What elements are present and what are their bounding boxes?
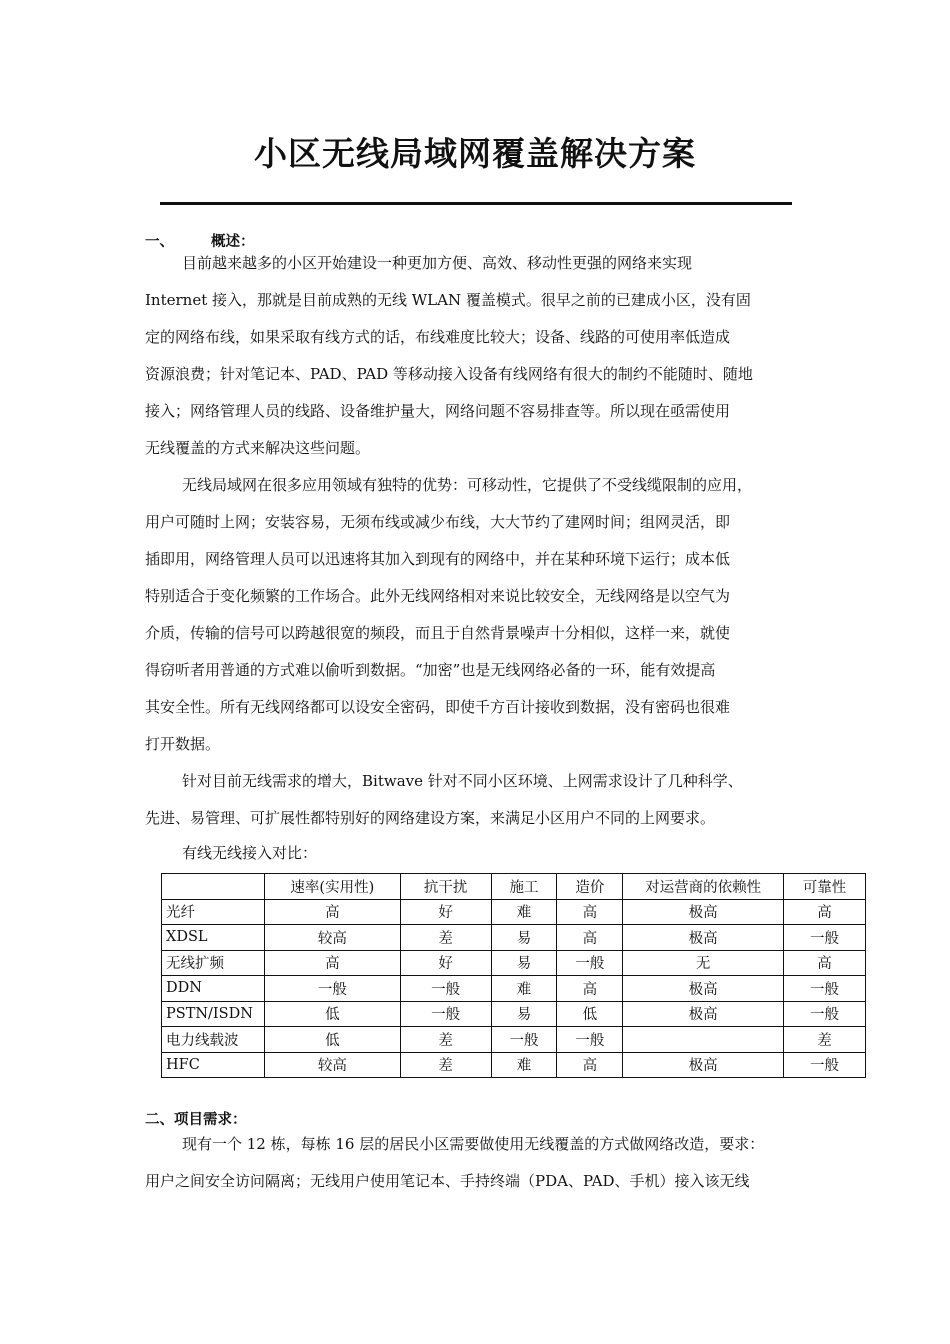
table-cell: 好 [400,950,491,976]
table-header-cell: 速率(实用性) [264,874,400,900]
table-cell: 极高 [623,976,784,1002]
table-row [162,950,866,976]
comparison-table [161,873,866,1078]
table-cell: 较高 [264,1052,400,1078]
table-cell: 极高 [623,899,784,925]
table-cell: 高 [264,899,400,925]
table-cell: 高 [264,950,400,976]
section-1-number: 一、 [145,234,174,250]
table-cell: 电力线载波 [162,1027,265,1053]
table-cell: 差 [400,1027,491,1053]
table-cell: 差 [400,1052,491,1078]
table-cell: 低 [264,1001,400,1027]
table-cell: 高 [557,925,623,951]
table-cell: 一般 [784,925,866,951]
paragraph-line: 无线覆盖的方式来解决这些问题。 [145,439,371,457]
table-header-cell: 对运营商的依赖性 [623,874,784,900]
document-title: 小区无线局域网覆盖解决方案 [254,134,696,173]
table-row [162,925,866,951]
table-cell: 无 [623,950,784,976]
table-cell: 好 [400,899,491,925]
table-cell: 一般 [557,1027,623,1053]
table-cell: 低 [264,1027,400,1053]
paragraph-line: 得窃听者用普通的方式难以偷听到数据。“加密”也是无线网络必备的一环，能有效提高 [145,661,716,679]
table-caption: 有线无线接入对比： [182,844,318,862]
paragraph-line: 先进、易管理、可扩展性都特别好的网络建设方案，来满足小区用户不同的上网要求。 [145,809,716,827]
paragraph-line: 打开数据。 [145,735,221,753]
table-cell: 一般 [491,1027,557,1053]
table-header-cell: 施工 [491,874,557,900]
section-1-heading [145,230,255,251]
table-cell: 高 [557,899,623,925]
title-underline [160,202,792,205]
table-cell: 难 [491,899,557,925]
table-header-cell [162,874,265,900]
table-header-cell: 抗干扰 [400,874,491,900]
table-cell: 高 [557,976,623,1002]
table-row [162,1001,866,1027]
paragraph-line: 用户可随时上网；安装容易，无须布线或减少布线，大大节约了建网时间；组网灵活，即 [145,513,731,531]
section-2-heading: 二、项目需求： [145,1112,247,1128]
table-cell: 高 [784,899,866,925]
table-header-cell: 可靠性 [784,874,866,900]
paragraph-line: 无线局域网在很多应用领域有独特的优势：可移动性，它提供了不受线缆限制的应用， [182,476,753,494]
paragraph-line: 资源浪费；针对笔记本、PAD、PAD 等移动接入设备有线网络有很大的制约不能随时、随地 [145,365,753,383]
paragraph-line: 接入；网络管理人员的线路、设备维护量大，网络问题不容易排查等。所以现在亟需使用 [145,402,731,420]
table-cell [623,1027,784,1053]
table-cell: 一般 [784,1052,866,1078]
table-header-cell: 造价 [557,874,623,900]
table-cell: 易 [491,1001,557,1027]
table-row [162,976,866,1002]
paragraph-line: 介质，传输的信号可以跨越很宽的频段，而且于自然背景噪声十分相似，这样一来，就使 [145,624,731,642]
table-cell: 一般 [784,976,866,1002]
table-cell: 难 [491,976,557,1002]
table-row [162,1052,866,1078]
table-cell: PSTN/ISDN [162,1001,265,1027]
table-cell: 极高 [623,925,784,951]
table-cell: 一般 [784,1001,866,1027]
table-cell: 易 [491,950,557,976]
table-cell: 较高 [264,925,400,951]
table-cell: 一般 [557,950,623,976]
section-1-title: 概述： [211,234,255,250]
paragraph-line: Internet 接入，那就是目前成熟的无线 WLAN 覆盖模式。很早之前的已建成小区，没有固 [145,291,751,309]
table-cell: 一般 [264,976,400,1002]
table-row [162,899,866,925]
table-cell: 低 [557,1001,623,1027]
paragraph-line: 现有一个 12 栋，每栋 16 层的居民小区需要做使用无线覆盖的方式做网络改造，要求： [182,1135,765,1153]
table-cell: 极高 [623,1052,784,1078]
paragraph-line: 插即用，网络管理人员可以迅速将其加入到现有的网络中，并在某种环境下运行；成本低 [145,550,731,568]
paragraph-line: 其安全性。所有无线网络都可以设安全密码，即使千方百计接收到数据，没有密码也很难 [145,698,731,716]
table-cell: 难 [491,1052,557,1078]
paragraph-line: 目前越来越多的小区开始建设一种更加方便、高效、移动性更强的网络来实现 [182,254,693,272]
table-cell: HFC [162,1052,265,1078]
table-cell: 光纤 [162,899,265,925]
table-cell: DDN [162,976,265,1002]
table-cell: 差 [400,925,491,951]
table-cell: 一般 [400,976,491,1002]
table-cell: XDSL [162,925,265,951]
table-cell: 一般 [400,1001,491,1027]
table-cell: 易 [491,925,557,951]
paragraph-line: 特别适合于变化频繁的工作场合。此外无线网络相对来说比较安全，无线网络是以空气为 [145,587,731,605]
paragraph-line: 针对目前无线需求的增大，Bitwave 针对不同小区环境、上网需求设计了几种科学、 [182,772,743,790]
paragraph-line: 定的网络布线，如果采取有线方式的话，布线难度比较大；设备、线路的可使用率低造成 [145,328,731,346]
paragraph-line: 用户之间安全访问隔离；无线用户使用笔记本、手持终端（PDA、PAD、手机）接入该无线 [145,1172,750,1190]
table-cell: 差 [784,1027,866,1053]
table-header-row [162,874,866,900]
table-cell: 无线扩频 [162,950,265,976]
table-row [162,1027,866,1053]
table-cell: 极高 [623,1001,784,1027]
table-cell: 高 [784,950,866,976]
table-cell: 高 [557,1052,623,1078]
